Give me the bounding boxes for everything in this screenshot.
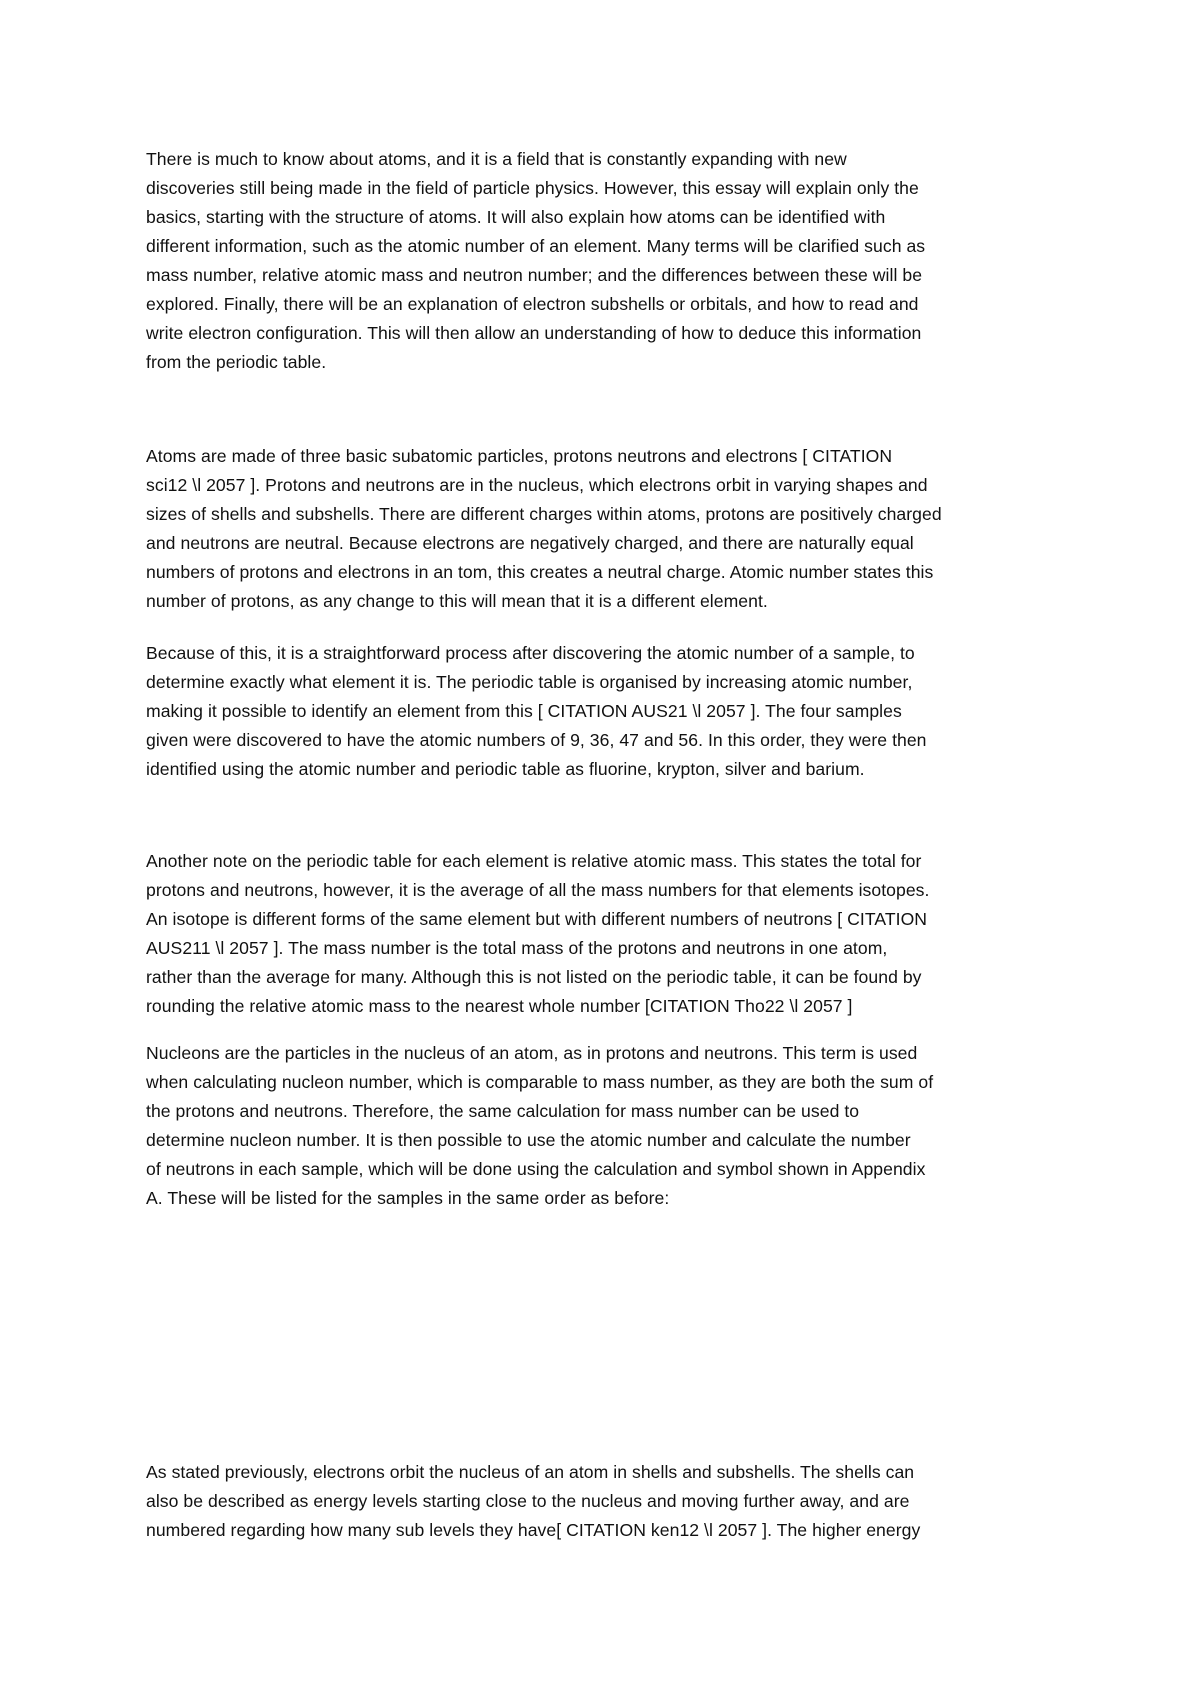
paragraph-relative-atomic-mass: Another note on the periodic table for each element is relative atomic mass. This states the total for protons and neutrons, however, it is the average of all the mass numbers for that elements isotopes. An isotope is different forms of the same element but with different numbers of neutrons [ CITATION AUS211 \l 2057 ]. The mass number is the total mass of the protons and neutrons in one atom, rather than the average for many. Although this is not listed on the periodic table, it can be found by rounding the relative atomic mass to the nearest whole number [CITATION Tho22 \l 2057 ] <box>146 851 930 1016</box>
paragraph-nucleons: Nucleons are the particles in the nucleus of an atom, as in protons and neutrons. This term is used when calculating nucleon number, which is comparable to mass number, as they are both the sum of the protons and neutrons. Therefore, the same calculation for mass number can be used to determine nucleon number. It is then possible to use the atomic number and calculate the number of neutrons in each sample, which will be done using the calculation and symbol shown in Appendix A. These will be listed for the samples in the same order as before: <box>146 1043 934 1208</box>
paragraph-atomic-number: Because of this, it is a straightforward process after discovering the atomic number of a sample, to determine exactly what element it is. The periodic table is organised by increasing atomic number, making it possible to identify an element from this [ CITATION AUS21 \l 2057 ]. The four samples given were discovered to have the atomic numbers of 9, 36, 47 and 56. In this order, they were then identified using the atomic number and periodic table as fluorine, krypton, silver and barium. <box>146 643 927 779</box>
paragraph-electron-shells: As stated previously, electrons orbit the nucleus of an atom in shells and subshells. The shells can also be described as energy levels starting close to the nucleus and moving further away, and are numbered regarding how many sub levels they have[ CITATION ken12 \l 2057 ]. The higher energy <box>146 1462 921 1540</box>
paragraph-subatomic-particles: Atoms are made of three basic subatomic particles, protons neutrons and electrons [ CITATION sci12 \l 2057 ]. Protons and neutrons are in the nucleus, which electrons orbit in varying shapes and sizes of shells and subshells. There are different charges within atoms, protons are positively charged and neutrons are neutral. Because electrons are negatively charged, and there are naturally equal numbers of protons and electrons in an tom, this creates a neutral charge. Atomic number states this number of protons, as any change to this will mean that it is a different element. <box>146 446 942 611</box>
paragraph-introduction: There is much to know about atoms, and it is a field that is constantly expanding with new discoveries still being made in the field of particle physics. However, this essay will explain only the basics, starting with the structure of atoms. It will also explain how atoms can be identified with different information, such as the atomic number of an element. Many terms will be clarified such as mass number, relative atomic mass and neutron number; and the differences between these will be explored. Finally, there will be an explanation of electron subshells or orbitals, and how to read and write electron configuration. This will then allow an understanding of how to deduce this information from the periodic table. <box>146 149 926 372</box>
